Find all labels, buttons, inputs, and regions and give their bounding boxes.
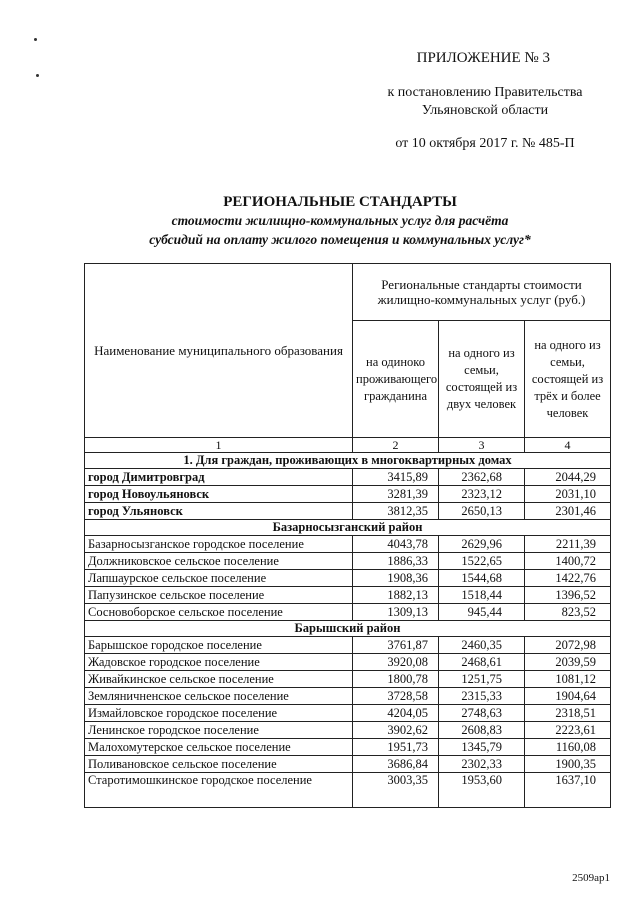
table-row (85, 503, 611, 520)
table-row (85, 773, 611, 808)
row-name: город Димитровград (85, 469, 353, 486)
row-value-two: 2650,13 (439, 503, 525, 520)
row-value-single: 3728,58 (353, 688, 439, 705)
row-value-single: 3902,62 (353, 722, 439, 739)
row-name: город Ульяновск (85, 503, 353, 520)
row-value-three: 2072,98 (525, 637, 611, 654)
row-value-three: 1081,12 (525, 671, 611, 688)
scan-dot (36, 74, 39, 77)
row-value-two: 1953,60 (439, 773, 525, 808)
column-numbers-row (85, 438, 611, 453)
row-value-three: 1400,72 (525, 553, 611, 570)
row-value-two: 2315,33 (439, 688, 525, 705)
table-row (85, 671, 611, 688)
table-row (85, 637, 611, 654)
row-name: Измайловское городское поселение (85, 705, 353, 722)
annex-label: ПРИЛОЖЕНИЕ № 3 (416, 50, 550, 66)
header-standards-group: Региональные стандарты стоимости жилищно-коммунальных услуг (руб.) (353, 264, 611, 321)
table-row (85, 570, 611, 587)
row-value-three: 2318,51 (525, 705, 611, 722)
annex-to (370, 84, 600, 120)
row-value-three: 2031,10 (525, 486, 611, 503)
footer-code: 2509ap1 (572, 872, 610, 884)
title-line-2: стоимости жилищно-коммунальных услуг для расчёта (171, 213, 509, 228)
col-number: 1 (85, 438, 353, 453)
table-row (85, 722, 611, 739)
row-value-three: 1396,52 (525, 587, 611, 604)
row-name: Поливановское сельское поселение (85, 756, 353, 773)
table-row (85, 536, 611, 553)
row-value-single: 3686,84 (353, 756, 439, 773)
header-two-person: на одного из семьи, состоящей из двух человек (439, 321, 525, 438)
standards-table (84, 263, 611, 808)
row-name: Живайкинское сельское поселение (85, 671, 353, 688)
table-row (85, 486, 611, 503)
table-row (85, 587, 611, 604)
row-value-single: 3281,39 (353, 486, 439, 503)
table-row (85, 705, 611, 722)
row-value-three: 823,52 (525, 604, 611, 621)
row-name: Папузинское сельское поселение (85, 587, 353, 604)
title-line-3: субсидий на оплату жилого помещения и коммунальных услуг* (149, 232, 531, 247)
row-value-single: 3761,87 (353, 637, 439, 654)
row-name: Должниковское сельское поселение (85, 553, 353, 570)
row-value-single: 3415,89 (353, 469, 439, 486)
row-value-two: 2629,96 (439, 536, 525, 553)
col-number: 2 (353, 438, 439, 453)
header-municipality: Наименование муниципального образования (85, 264, 353, 438)
row-value-three: 1422,76 (525, 570, 611, 587)
annex-region-line: Ульяновской области (421, 103, 549, 118)
row-name: Ленинское городское поселение (85, 722, 353, 739)
row-value-three: 2301,46 (525, 503, 611, 520)
table-row (85, 739, 611, 756)
district-title: Базарносызганский район (85, 520, 611, 536)
col-number: 4 (525, 438, 611, 453)
row-value-three: 2039,59 (525, 654, 611, 671)
district-row (85, 621, 611, 637)
row-value-two: 945,44 (439, 604, 525, 621)
table-row (85, 604, 611, 621)
row-value-single: 3920,08 (353, 654, 439, 671)
title-main: РЕГИОНАЛЬНЫЕ СТАНДАРТЫ (223, 194, 457, 210)
table-row (85, 469, 611, 486)
table-row (85, 756, 611, 773)
row-value-two: 1544,68 (439, 570, 525, 587)
row-value-single: 1309,13 (353, 604, 439, 621)
district-title: Барышский район (85, 621, 611, 637)
row-value-two: 2748,63 (439, 705, 525, 722)
row-value-two: 2468,61 (439, 654, 525, 671)
row-value-single: 3003,35 (353, 773, 439, 808)
table-row (85, 688, 611, 705)
row-value-two: 2362,68 (439, 469, 525, 486)
row-value-single: 1882,13 (353, 587, 439, 604)
row-value-two: 2460,35 (439, 637, 525, 654)
row-name: Базарносызганское городское поселение (85, 536, 353, 553)
row-value-two: 1522,65 (439, 553, 525, 570)
row-name: Малохомутерское сельское поселение (85, 739, 353, 756)
row-name: город Новоульяновск (85, 486, 353, 503)
row-value-single: 1951,73 (353, 739, 439, 756)
district-row (85, 520, 611, 536)
row-value-two: 1518,44 (439, 587, 525, 604)
row-value-two: 2323,12 (439, 486, 525, 503)
row-name: Сосновоборское сельское поселение (85, 604, 353, 621)
row-name: Барышское городское поселение (85, 637, 353, 654)
header-three-plus: на одного из семьи, состоящей из трёх и более человек (525, 321, 611, 438)
header-single: на одиноко проживающего гражданина (353, 321, 439, 438)
section-title: 1. Для граждан, проживающих в многоквартирных домах (85, 453, 611, 469)
row-value-three: 1904,64 (525, 688, 611, 705)
row-value-single: 1800,78 (353, 671, 439, 688)
row-value-single: 4204,05 (353, 705, 439, 722)
row-value-single: 4043,78 (353, 536, 439, 553)
row-value-single: 3812,35 (353, 503, 439, 520)
row-value-two: 1345,79 (439, 739, 525, 756)
row-value-three: 1160,08 (525, 739, 611, 756)
row-value-three: 1637,10 (525, 773, 611, 808)
row-value-single: 1908,36 (353, 570, 439, 587)
row-value-three: 2223,61 (525, 722, 611, 739)
row-value-three: 1900,35 (525, 756, 611, 773)
row-value-two: 1251,75 (439, 671, 525, 688)
scan-dot (34, 38, 37, 41)
table-row (85, 553, 611, 570)
document-title (0, 194, 640, 249)
row-value-three: 2211,39 (525, 536, 611, 553)
row-name: Старотимошкинское городское поселение (85, 773, 353, 808)
row-name: Земляничненское сельское поселение (85, 688, 353, 705)
row-value-two: 2608,83 (439, 722, 525, 739)
section-row (85, 453, 611, 469)
annex-to-line: к постановлению Правительства (387, 85, 583, 100)
table-row (85, 654, 611, 671)
row-value-two: 2302,33 (439, 756, 525, 773)
row-value-three: 2044,29 (525, 469, 611, 486)
row-name: Жадовское городское поселение (85, 654, 353, 671)
row-value-single: 1886,33 (353, 553, 439, 570)
col-number: 3 (439, 438, 525, 453)
annex-date: от 10 октября 2017 г. № 485-П (395, 136, 575, 151)
row-name: Лапшаурское сельское поселение (85, 570, 353, 587)
